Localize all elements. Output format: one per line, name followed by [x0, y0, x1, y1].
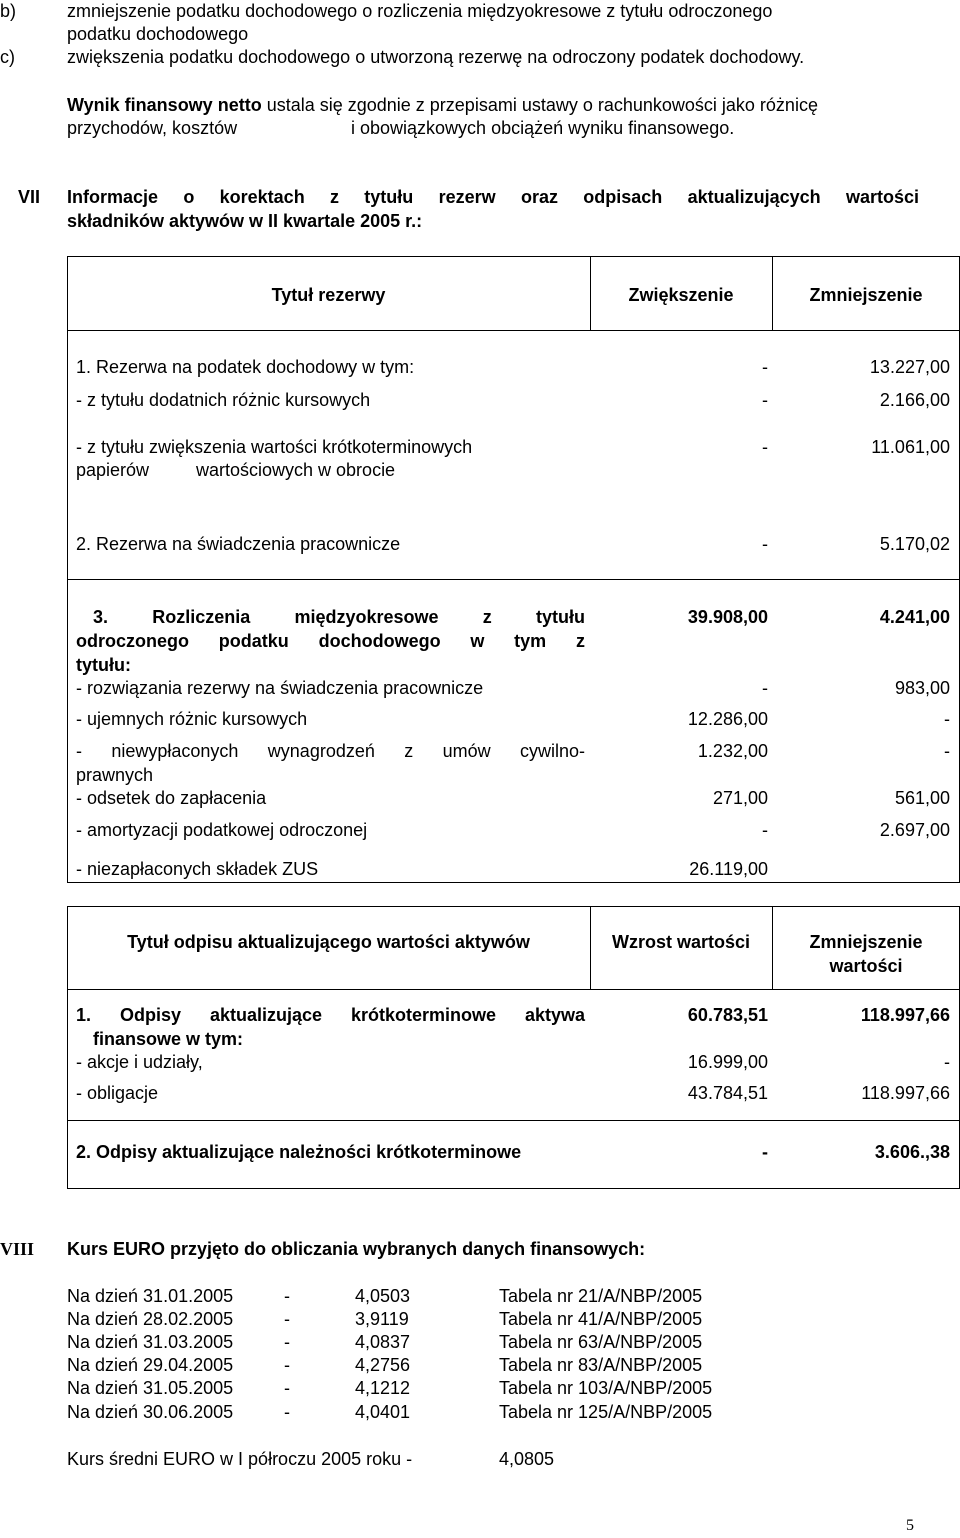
table2-row-increase: -	[762, 1142, 768, 1162]
rate-date: Na dzień 28.02.2005	[67, 1309, 234, 1329]
rate-date: Na dzień 31.01.2005	[67, 1286, 234, 1306]
table1-row-decrease: 13.227,00	[869, 357, 950, 377]
rate-dash: -	[284, 1378, 290, 1398]
rate-dash: -	[284, 1355, 290, 1375]
page-number: 5	[906, 1517, 914, 1534]
table2-row-decrease: 3.606.,38	[874, 1142, 950, 1162]
table2-header-increase: Wzrost wartości	[611, 932, 751, 952]
table1-row-label: - z tytułu dodatnich różnic kursowych	[76, 390, 371, 410]
rate-table-ref: Tabela nr 125/A/NBP/2005	[499, 1402, 713, 1422]
table2-row-decrease: -	[944, 1052, 950, 1072]
table1-row-label: - ujemnych różnic kursowych	[76, 709, 308, 729]
intro-b-line1: zmniejszenie podatku dochodowego o rozliczenia międzyokresowe z tytułu odroczonego	[67, 1, 773, 21]
list-marker-b: b)	[0, 1, 17, 21]
table1-row-increase: -	[762, 678, 768, 698]
table1-row-decrease: 2.697,00	[879, 820, 950, 840]
table1-row-decrease: -	[944, 709, 950, 729]
rate-value: 4,0401	[355, 1402, 411, 1422]
table2-row-label: - obligacje	[76, 1083, 159, 1103]
table2-row-decrease: 118.997,66	[861, 1083, 950, 1103]
table1-row-label: - niewypłaconych wynagrodzeń z umów cywilno-	[76, 741, 585, 761]
rate-date: Na dzień 31.03.2005	[67, 1332, 234, 1352]
table1-row-increase: 12.286,00	[687, 709, 768, 729]
rate-value: 4,1212	[355, 1378, 411, 1398]
rate-value: 3,9119	[355, 1309, 409, 1329]
table1-row-label: 3. Rozliczenia międzyokresowe z tytułu	[93, 607, 585, 627]
intro-b-line2: podatku dochodowego	[67, 24, 249, 44]
table2-header-title: Tytuł odpisu aktualizującego wartości aktywów	[127, 932, 530, 952]
rate-value: 4,0837	[355, 1332, 411, 1352]
table1-row-decrease: 11.061,00	[871, 437, 950, 457]
section-number-vii: VII	[18, 187, 41, 207]
table2-header-decrease: Zmniejszenie	[809, 932, 923, 952]
table1-row-label-cont-b: wartościowych w obrocie	[196, 460, 396, 480]
table1-row-label: - odsetek do zapłacenia	[76, 788, 267, 808]
table1-row-increase: 1.232,00	[697, 741, 768, 761]
table1-row-increase: -	[762, 357, 768, 377]
intro-paragraph-line1	[67, 94, 818, 117]
table2-row-label: 2. Odpisy aktualizujące należności krótkoterminowe	[76, 1142, 522, 1162]
table2-row-label-cont: finansowe w tym:	[93, 1029, 244, 1049]
table1-row-increase: 271,00	[712, 788, 768, 808]
intro-bold-term: Wynik finansowy netto	[67, 95, 262, 115]
table1-row-label: 1. Rezerwa na podatek dochodowy w tym:	[76, 357, 415, 377]
table1-row-decrease: 5.170,02	[879, 534, 950, 554]
list-marker-c: c)	[0, 47, 15, 67]
table1-row-label-cont: prawnych	[76, 765, 154, 785]
rate-table-ref: Tabela nr 41/A/NBP/2005	[499, 1309, 703, 1329]
table2-row-increase: 16.999,00	[687, 1052, 768, 1072]
table2-row-decrease: 118.997,66	[860, 1005, 950, 1025]
table1-header-increase: Zwiększenie	[628, 285, 734, 305]
table1-row-increase: 39.908,00	[687, 607, 768, 627]
table1-row-decrease: 983,00	[894, 678, 950, 698]
rate-date: Na dzień 30.06.2005	[67, 1402, 234, 1422]
table1-row-decrease: -	[944, 741, 950, 761]
table1-row-label: - amortyzacji podatkowej odroczonej	[76, 820, 368, 840]
rate-value: 4,0503	[355, 1286, 411, 1306]
table2-row-increase: 60.783,51	[687, 1005, 768, 1025]
table2-row-label: 1. Odpisy aktualizujące krótkoterminowe aktywa	[76, 1005, 585, 1025]
table2-row-increase: 43.784,51	[687, 1083, 768, 1103]
table1-row-decrease: 561,00	[894, 788, 950, 808]
rate-dash: -	[284, 1309, 290, 1329]
table1-row-increase: -	[762, 437, 768, 457]
table1-row-label: - rozwiązania rezerwy na świadczenia pracownicze	[76, 678, 484, 698]
table2-row-label: - akcje i udziały,	[76, 1052, 203, 1072]
table1-row-label: 2. Rezerwa na świadczenia pracownicze	[76, 534, 401, 554]
table1-row-decrease: 4.241,00	[879, 607, 950, 627]
table1-header-decrease: Zmniejszenie	[809, 285, 923, 305]
rate-table-ref: Tabela nr 83/A/NBP/2005	[499, 1355, 703, 1375]
intro-c-line1: zwiększenia podatku dochodowego o utworzoną rezerwę na odroczony podatek dochodowy.	[67, 47, 805, 67]
intro-paragraph-line2b: i obowiązkowych obciążeń wyniku finansowego.	[351, 118, 735, 138]
table1-row-increase: -	[762, 534, 768, 554]
rate-table-ref: Tabela nr 63/A/NBP/2005	[499, 1332, 703, 1352]
table1-row-increase: 26.119,00	[689, 859, 768, 879]
table1-row-increase: -	[762, 390, 768, 410]
rate-dash: -	[284, 1332, 290, 1352]
section-vii-heading-line1: Informacje o korektach z tytułu rezerw oraz odpisach aktualizujących wartości	[67, 187, 919, 207]
table1-row-decrease: 2.166,00	[879, 390, 950, 410]
average-rate-value: 4,0805	[499, 1449, 555, 1469]
table1-row-label: - niezapłaconych składek ZUS	[76, 859, 319, 879]
rate-date: Na dzień 31.05.2005	[67, 1378, 234, 1398]
intro-paragraph-line2a: przychodów, kosztów	[67, 118, 238, 138]
section-viii-heading: Kurs EURO przyjęto do obliczania wybranych danych finansowych:	[67, 1239, 646, 1259]
rate-value: 4,2756	[355, 1355, 411, 1375]
table1-header-title: Tytuł rezerwy	[271, 285, 386, 305]
rate-table-ref: Tabela nr 103/A/NBP/2005	[499, 1378, 713, 1398]
table1-row-label: - z tytułu zwiększenia wartości krótkoterminowych	[76, 437, 473, 457]
table1-row-label-cont-a: papierów	[76, 460, 150, 480]
table2-header-decrease-cont: wartości	[829, 956, 903, 976]
rate-table-ref: Tabela nr 21/A/NBP/2005	[499, 1286, 703, 1306]
average-rate-label: Kurs średni EURO w I półroczu 2005 roku -	[67, 1449, 413, 1469]
table1-row-label-cont: odroczonego podatku dochodowego w tym z	[76, 631, 585, 651]
section-number-viii: VIII	[0, 1239, 35, 1259]
section-vii-heading-line2: składników aktywów w II kwartale 2005 r.:	[67, 211, 423, 231]
rate-date: Na dzień 29.04.2005	[67, 1355, 234, 1375]
table1-row-label-cont2: tytułu:	[76, 655, 131, 675]
rate-dash: -	[284, 1402, 290, 1422]
intro-paragraph-rest: ustala się zgodnie z przepisami ustawy o rachunkowości jako różnicę	[261, 95, 818, 115]
rate-dash: -	[284, 1286, 290, 1306]
table1-row-increase: -	[762, 820, 768, 840]
